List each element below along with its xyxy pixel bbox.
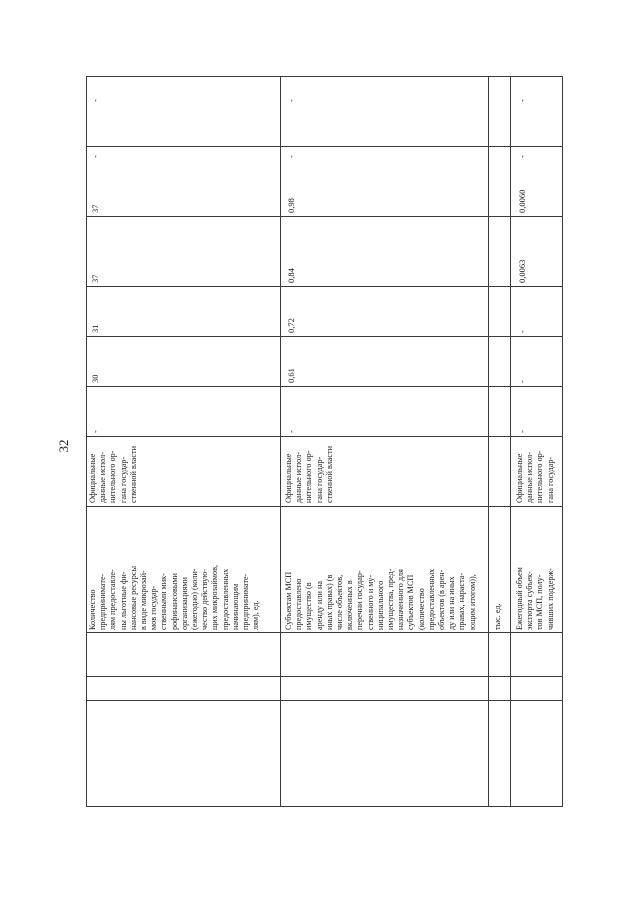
- row-1-indicator: Количество предпринимате- лям предоставле- ны льготные фи- нансовые ресурсы в виде микрозай- мов государ- ственными мик- рофинансовыми организациями (ежегодно) (коли- чество действую- щих микрозаймов, предоставленных начинающим предпринимате- лям), ед.: [88, 565, 261, 630]
- column-separator: [86, 700, 563, 701]
- row-separator-2: [488, 76, 489, 807]
- row-2-source: Официальные данные испол- нительного ор- гана государ- ственной власти: [284, 445, 334, 503]
- row-4-base-value: -: [517, 430, 527, 433]
- row-1-value-4: 37: [90, 204, 100, 213]
- row-separator-1: [280, 76, 281, 807]
- column-separator: [86, 386, 563, 387]
- row-2-value-5: -: [286, 155, 296, 158]
- column-separator: [86, 216, 563, 217]
- column-separator: [86, 676, 563, 677]
- row-2-base-value: -: [286, 430, 296, 433]
- row-2-value-6: -: [286, 99, 296, 102]
- row-4-indicator: Ежегодный объем экспорта субъек- тов МСП, полу- чивших поддерж-: [515, 567, 555, 630]
- row-1-value-5: -: [90, 155, 100, 158]
- row-1-source: Официальные данные испол- нительного ор- гана государ- ственной власти: [88, 445, 138, 503]
- row-1-base-value: -: [90, 430, 100, 433]
- row-2-value-2: 0,72: [286, 318, 296, 333]
- column-separator: [86, 286, 563, 287]
- row-3-indicator: тыс. ед.: [493, 603, 502, 630]
- row-4-value-4: 0,0060: [517, 189, 527, 213]
- row-1-value-2: 31: [90, 324, 100, 333]
- table-border-top: [86, 76, 563, 77]
- row-1-value-1: 30: [90, 374, 100, 383]
- row-4-value-5: -: [517, 155, 527, 158]
- row-4-value-1: -: [517, 380, 527, 383]
- column-separator: [86, 506, 563, 507]
- table-border-right: [562, 76, 563, 807]
- page-number: 32: [56, 439, 71, 453]
- row-4-value-2: -: [517, 330, 527, 333]
- column-separator: [86, 146, 563, 147]
- row-1-value-6: -: [90, 99, 100, 102]
- row-4-value-6: -: [517, 99, 527, 102]
- row-2-value-4: 0,98: [286, 198, 296, 213]
- row-4-value-3: 0,0063: [517, 259, 527, 283]
- column-separator: [86, 336, 563, 337]
- row-2-value-1: 0,61: [286, 368, 296, 383]
- row-2-value-3: 0,84: [286, 268, 296, 283]
- row-2-indicator: Субъектам МСП предоставлено имущество (в аренду или на иных правах) (в числе объектов, включенных в перечни государ- ственного и му- ниципального имущества, пред- назначенного для субъектов МСП (количество предоставленных объектов (в арен- ду или на иных правах, нараста- ющим итогом)),: [284, 568, 477, 630]
- row-4-source: Официальные данные испол- нительного ор- гана государ-: [515, 450, 555, 503]
- row-separator-3: [510, 76, 511, 807]
- row-1-value-3: 37: [90, 274, 100, 283]
- table-border-bottom: [86, 806, 563, 807]
- table-border-left: [86, 76, 87, 807]
- column-separator: [86, 632, 563, 633]
